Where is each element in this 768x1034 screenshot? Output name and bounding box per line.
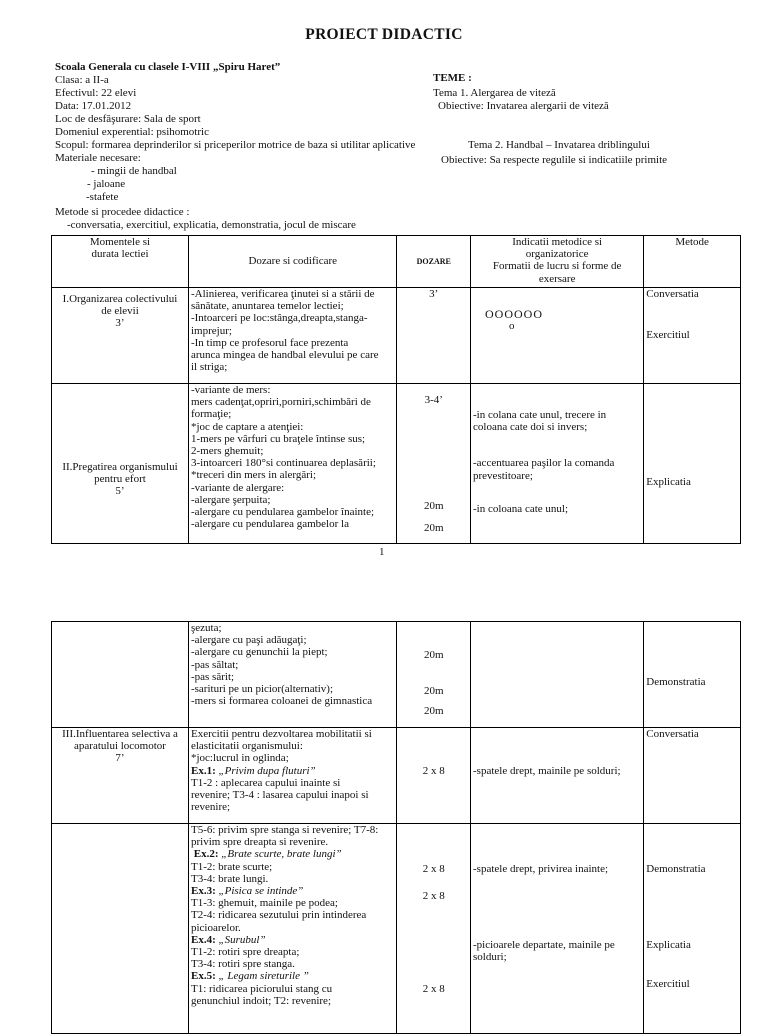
content-cell: -variante de mers: mers cadenţat,opriri,porniri,schimbări de formaţie; *joc de captare a atenţiei: 1-mers pe vârfuri cu braţele întinse sus; 2-mers ghemuit; 3-intoarceri 180°si continuarea deplasării; *treceri din mers in alergări; -variante de alergare: -alergare şerpuita; -alergare cu pendularea gambelor înainte; -alergare cu pendularea gambelor la [188,384,397,544]
exercise-name: „Brate scurte, brate lungi” [221,848,342,861]
moment-cell: II.Pregatirea organismului pentru efort 5’ [52,384,189,544]
dose-cell: 3-4’ 20m 20m [397,384,471,544]
page-number: 1 [379,546,385,558]
moment-cell [52,824,189,1034]
material-item: -stafete [86,191,119,203]
exercise-label: Ex.5: [190,970,216,983]
methods-cell: Explicatia [644,384,741,544]
date-field: Data: 17.01.2012 [55,100,132,112]
dose-cell: 2 x 8 [397,728,471,824]
content-cell: Exercitii pentru dezvoltarea mobilitatii si elasticitatii organismului: *joc:lucrul in oglinda; Ex.1: „Privim dupa fluturi” T1-2 : aplecarea capului inainte si revenire; T3-4 : lasarea capului inapoi si revenire; [188,728,397,824]
theme-2: Tema 2. Handbal – Invatarea driblingului [468,139,650,151]
moment-cell [52,622,189,728]
table-row [52,622,741,728]
school-name: Scoala Generala cu clasele I-VIII „Spiru Haret” [55,61,281,73]
table-row [52,288,741,384]
header-dozare: DOZARE [397,236,471,288]
header-moments: Momentele si durata lectiei [52,236,189,288]
header-methods: Metode [644,236,741,288]
header-dosing: Dozare si codificare [188,236,397,288]
moment-cell: I.Organizarea colectivului de elevii 3’ [52,288,189,384]
methods-label: Metode si procedee didactice : [55,206,190,218]
objective-1: Obiective: Invatarea alergarii de viteză [438,100,609,112]
document-title: PROIECT DIDACTIC [305,26,463,43]
indications-cell: -spatele drept, mainile pe solduri; [471,728,644,824]
dose-cell: 3’ [397,288,471,384]
place-field: Loc de desfăşurare: Sala de sport [55,113,201,125]
indications-cell [471,288,644,384]
indications-cell: -in colana cate unul, trecere in coloana cate doi si invers; -accentuarea paşilor la comanda prevestitoare; -in coloana cate unul; [471,384,644,544]
lesson-table-page1 [51,235,741,544]
methods-cell: Conversatia Exercitiul [644,288,741,384]
table-row [52,384,741,544]
formation-row: OOOOOO [485,307,544,321]
exercise-name: „Pisica se intinde” [218,885,304,898]
material-item: - jaloane [87,178,126,190]
dose-cell: 20m 20m 20m [397,622,471,728]
objective-2: Obiective: Sa respecte regulile si indicatiile primite [441,154,668,166]
purpose-field: Scopul: formarea deprinderilor si priceperilor motrice de baza si utilitar aplicative [55,139,416,151]
content-cell: T5-6: privim spre stanga si revenire; T7-8: privim spre dreapta si revenire. Ex.2: „Brate scurte, brate lungi” T1-2: brate scurte; T3-4: brate lungi. Ex.3: „Pisica se intinde” T1-3: ghemuit, mainile pe podea; T2-4: ridicarea sezutului prin intinderea picioarelor. Ex.4: „Surubul” T1-2: rotiri spre dreapta; T3-4: rotiri spre stanga. Ex.5: „ Legam sireturile ” T1: ridicarea piciorului stang cu genunchiul indoit; T2: revenire; [188,824,397,1034]
methods-cell: Conversatia [644,728,741,824]
exercise-name: „ Legam sireturile ” [218,970,309,983]
indications-cell: -spatele drept, privirea inainte; -picioarele departate, mainile pe solduri; [471,824,644,1034]
header-indications: Indicatii metodice si organizatorice Formatii de lucru si forme de exersare [471,236,644,288]
exercise-name: „Surubul” [218,933,266,946]
materials-label: Materiale necesare: [55,152,141,164]
dose-cell: 2 x 8 2 x 8 2 x 8 [397,824,471,1034]
table-row [52,728,741,824]
class-field: Clasa: a II-a [55,74,109,86]
lesson-table-page2 [51,621,741,1034]
exercise-label: Ex.4: [190,933,216,946]
table-row [52,824,741,1034]
themes-label: TEME : [433,72,472,84]
theme-1: Tema 1. Alergarea de viteză [433,87,556,99]
indications-cell [471,622,644,728]
material-item: - mingii de handbal [91,165,177,177]
exercise-label: Ex.3: [190,885,216,898]
methods-cell: Demonstratia Explicatia Exercitiul [644,824,741,1034]
methods-text: -conversatia, exercitiul, explicatia, demonstratia, jocul de miscare [67,219,356,231]
content-cell: şezuta; -alergare cu paşi adăugaţi; -alergare cu genunchii la piept; -pas săltat; -pas sărit; -sarituri pe un picior(alternativ); -mers si formarea coloanei de gimnastica [188,622,397,728]
moment-cell: III.Influentarea selectiva a aparatului locomotor 7’ [52,728,189,824]
methods-cell: Demonstratia [644,622,741,728]
exercise-label: Ex.1: [190,764,216,777]
exercise-name: „Privim dupa fluturi” [218,764,316,777]
table-header-row [52,236,741,288]
students-field: Efectivul: 22 elevi [55,87,137,99]
domain-field: Domeniul experential: psihomotric [55,126,209,138]
exercise-label: Ex.2: [193,848,219,861]
content-cell: -Alinierea, verificarea ţinutei si a stării de sănătate, anuntarea temelor lectiei; -Intoarceri pe loc:stânga,dreapta,stanga- imprejur; -In timp ce profesorul face prezenta arunca mingea de handbal elevului pe care il striga; [188,288,397,384]
formation-leader: o [509,320,515,333]
